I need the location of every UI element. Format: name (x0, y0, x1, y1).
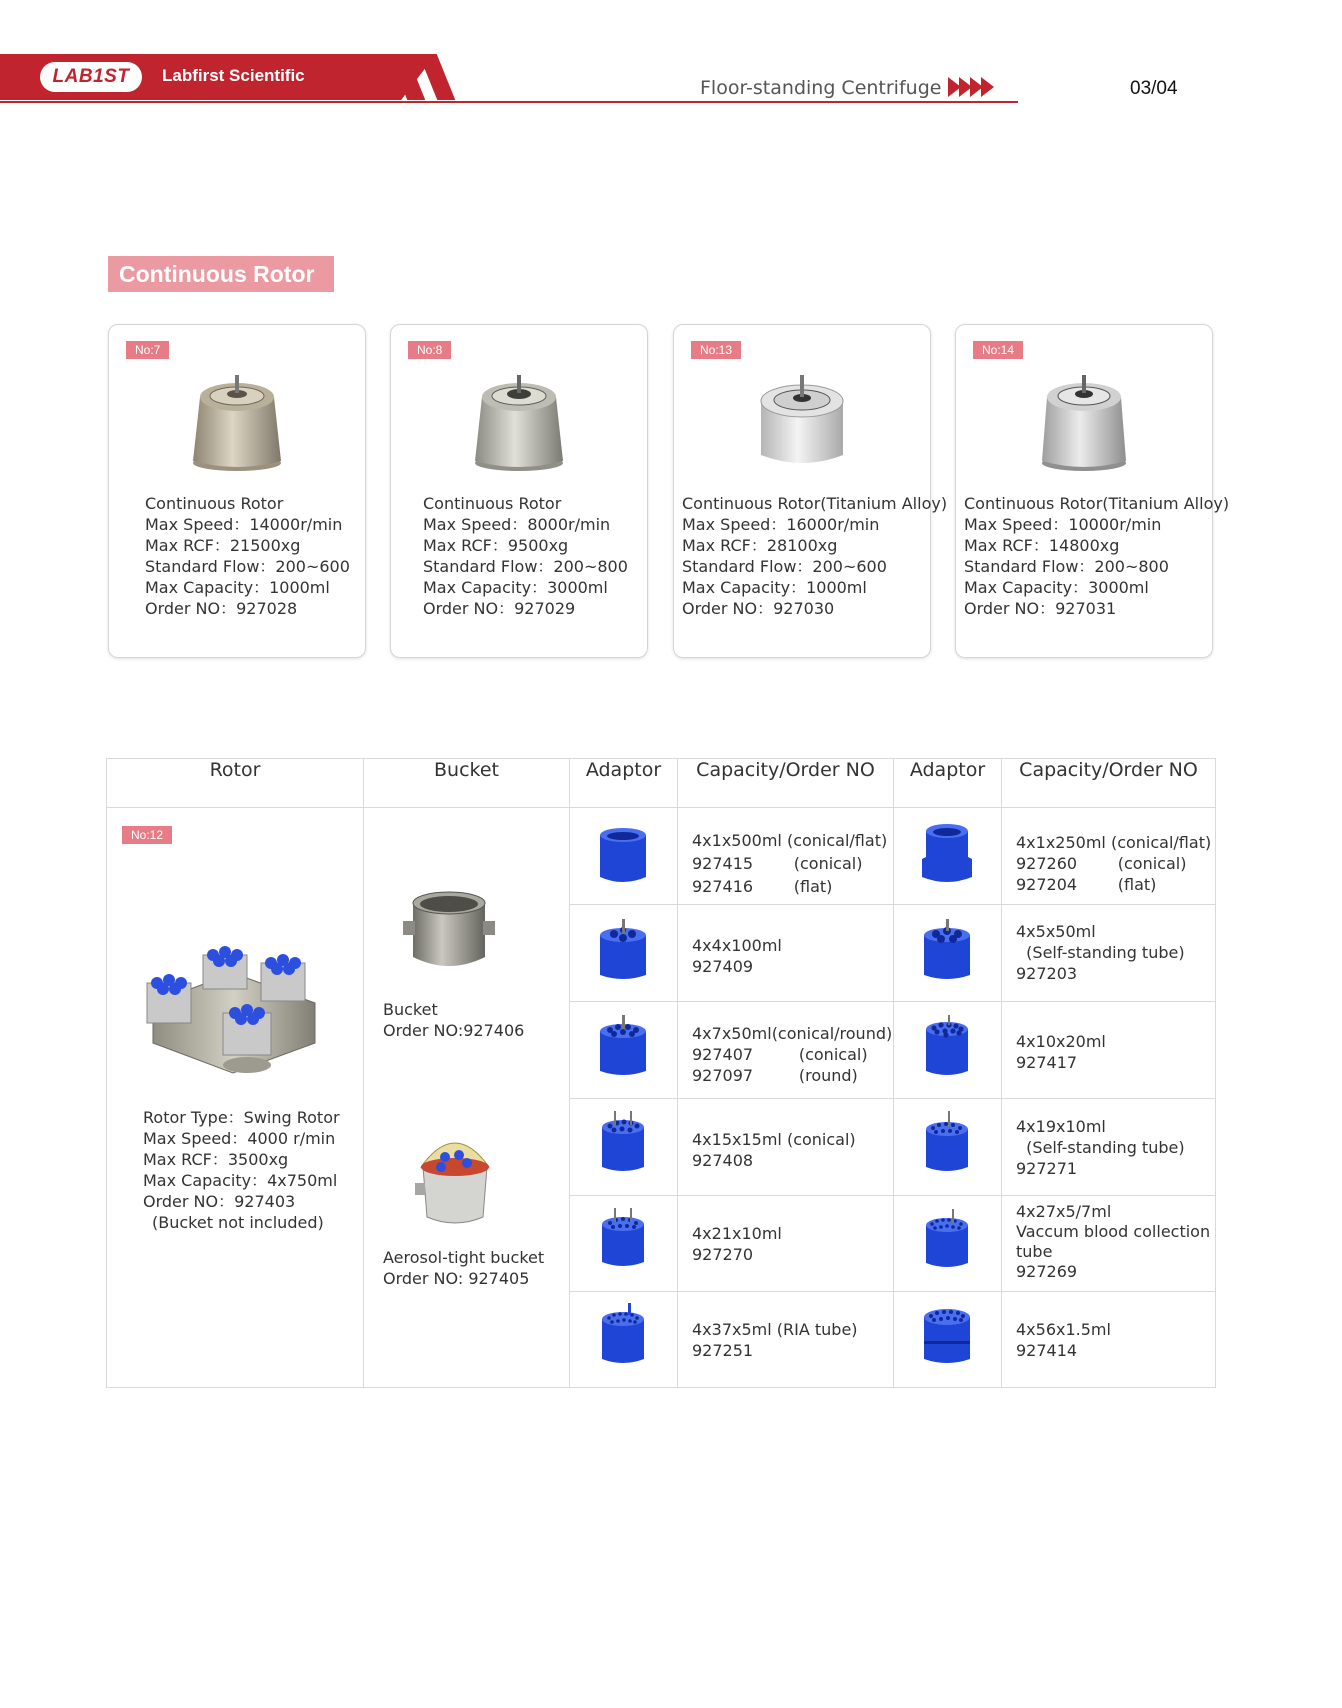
adaptor-5ml-image (594, 1303, 652, 1367)
adaptor-100ml-image (594, 919, 652, 983)
col-header-adaptor: Adaptor (909, 759, 986, 781)
continuous-rotor-image (182, 367, 292, 477)
page-number: 03/04 (1130, 78, 1178, 99)
adaptor-500ml-image (594, 823, 652, 887)
rotor-specs: Continuous Rotor(Titanium Alloy) Max Speed：10000r/min Max RCF：14800xg Standard Flow：200~800 Max Capacity：3000ml Order NO：927031 (964, 494, 1230, 618)
adaptor-10ml-image (594, 1206, 652, 1270)
aerosol-tight-bucket-image (415, 1127, 495, 1231)
column-divider (893, 759, 894, 1387)
adaptor-50ml-image (594, 1015, 652, 1079)
accessory-table (106, 758, 1216, 1388)
header-rule (0, 101, 1018, 103)
adaptor-1.5ml-image (918, 1303, 976, 1367)
rotor-specs: Continuous Rotor Max Speed：8000r/min Max RCF：9500xg Standard Flow：200~800 Max Capacity：3000ml Order NO：927029 (423, 494, 628, 618)
capacity-order-cell: 4x4x100ml 927409 (692, 936, 782, 976)
col-header-adaptor: Adaptor (585, 759, 662, 781)
adaptor-10ml-self-standing-image (918, 1111, 976, 1175)
rotor-specs: Continuous Rotor(Titanium Alloy) Max Speed：16000r/min Max RCF：28100xg Standard Flow：200~600 Max Capacity：1000ml Order NO：927030 (682, 494, 948, 618)
bucket-info: Bucket Order NO:927406 (383, 1000, 525, 1040)
section-title: Continuous Rotor (108, 256, 334, 292)
aerosol-bucket-info: Aerosol-tight bucket Order NO: 927405 (383, 1248, 545, 1288)
rotor-tag: No:7 (126, 341, 169, 359)
company-logo: LAB1ST (40, 62, 142, 92)
rotor-card (955, 324, 1230, 658)
swing-rotor-specs: Rotor Type：Swing Rotor Max Speed：4000 r/min Max RCF：3500xg Max Capacity：4x750ml Order NO：927403 (Bucket not included) (143, 1108, 340, 1232)
capacity-order-cell: 4x1x250ml (conical/flat) 927260 (conical) 927204 (flat) (1016, 833, 1212, 894)
column-divider (677, 759, 678, 1387)
rotor-tag: No:12 (122, 826, 172, 844)
adaptor-vacuum-tube-image (918, 1207, 976, 1271)
row-divider (569, 1195, 1215, 1196)
titanium-rotor-image (1029, 367, 1139, 477)
adaptor-250ml-image (918, 823, 976, 887)
column-divider (363, 759, 364, 1387)
capacity-order-cell: 4x27x5/7ml Vaccum blood collection tube 927269 (1016, 1202, 1211, 1281)
bucket-image (403, 887, 495, 977)
col-header-rotor: Rotor (209, 759, 261, 781)
capacity-order-cell: 4x5x50ml (Self-standing tube) 927203 (1016, 922, 1185, 983)
swing-rotor-image (143, 943, 325, 1079)
capacity-order-cell: 4x7x50ml(conical/round) 927407 (conical) 927097 (round) (692, 1024, 893, 1085)
rotor-tag: No:14 (973, 341, 1023, 359)
chevrons-right-icon (948, 77, 992, 101)
col-header-bucket: Bucket (434, 759, 499, 781)
adaptor-50ml-self-standing-image (918, 919, 976, 983)
col-header-capacity: Capacity/Order NO (1019, 759, 1198, 781)
capacity-order-cell: 4x19x10ml (Self-standing tube) 927271 (1016, 1117, 1185, 1178)
row-divider (569, 1291, 1215, 1292)
capacity-order-cell: 4x21x10ml 927270 (692, 1224, 782, 1264)
rotor-card (108, 324, 366, 658)
rotor-card (673, 324, 948, 658)
row-divider (569, 1098, 1215, 1099)
capacity-order-cell: 4x10x20ml 927417 (1016, 1032, 1106, 1072)
adaptor-15ml-image (594, 1111, 652, 1175)
column-divider (1001, 759, 1002, 1387)
rotor-tag: No:13 (691, 341, 741, 359)
adaptor-20ml-image (918, 1015, 976, 1079)
rotor-tag: No:8 (408, 341, 451, 359)
rotor-card (390, 324, 648, 658)
capacity-order-cell: 4x37x5ml (RIA tube) 927251 (692, 1320, 858, 1360)
titanium-rotor-image (747, 367, 857, 477)
capacity-order-cell: 4x1x500ml (conical/flat) 927415 (conical) 927416 (flat) (692, 831, 888, 896)
row-divider (569, 904, 1215, 905)
capacity-order-cell: 4x56x1.5ml 927414 (1016, 1320, 1111, 1360)
brand-name: Labfirst Scientific (162, 66, 305, 85)
capacity-order-cell: 4x15x15ml (conical) 927408 (692, 1130, 856, 1170)
rotor-specs: Continuous Rotor Max Speed：14000r/min Max RCF：21500xg Standard Flow：200~600 Max Capacity：1000ml Order NO：927028 (145, 494, 350, 618)
header-slash (419, 54, 456, 100)
continuous-rotor-image (464, 367, 574, 477)
col-header-capacity: Capacity/Order NO (696, 759, 875, 781)
row-divider (569, 1001, 1215, 1002)
product-name: Floor-standing Centrifuge (700, 77, 942, 99)
column-divider (569, 759, 570, 1387)
